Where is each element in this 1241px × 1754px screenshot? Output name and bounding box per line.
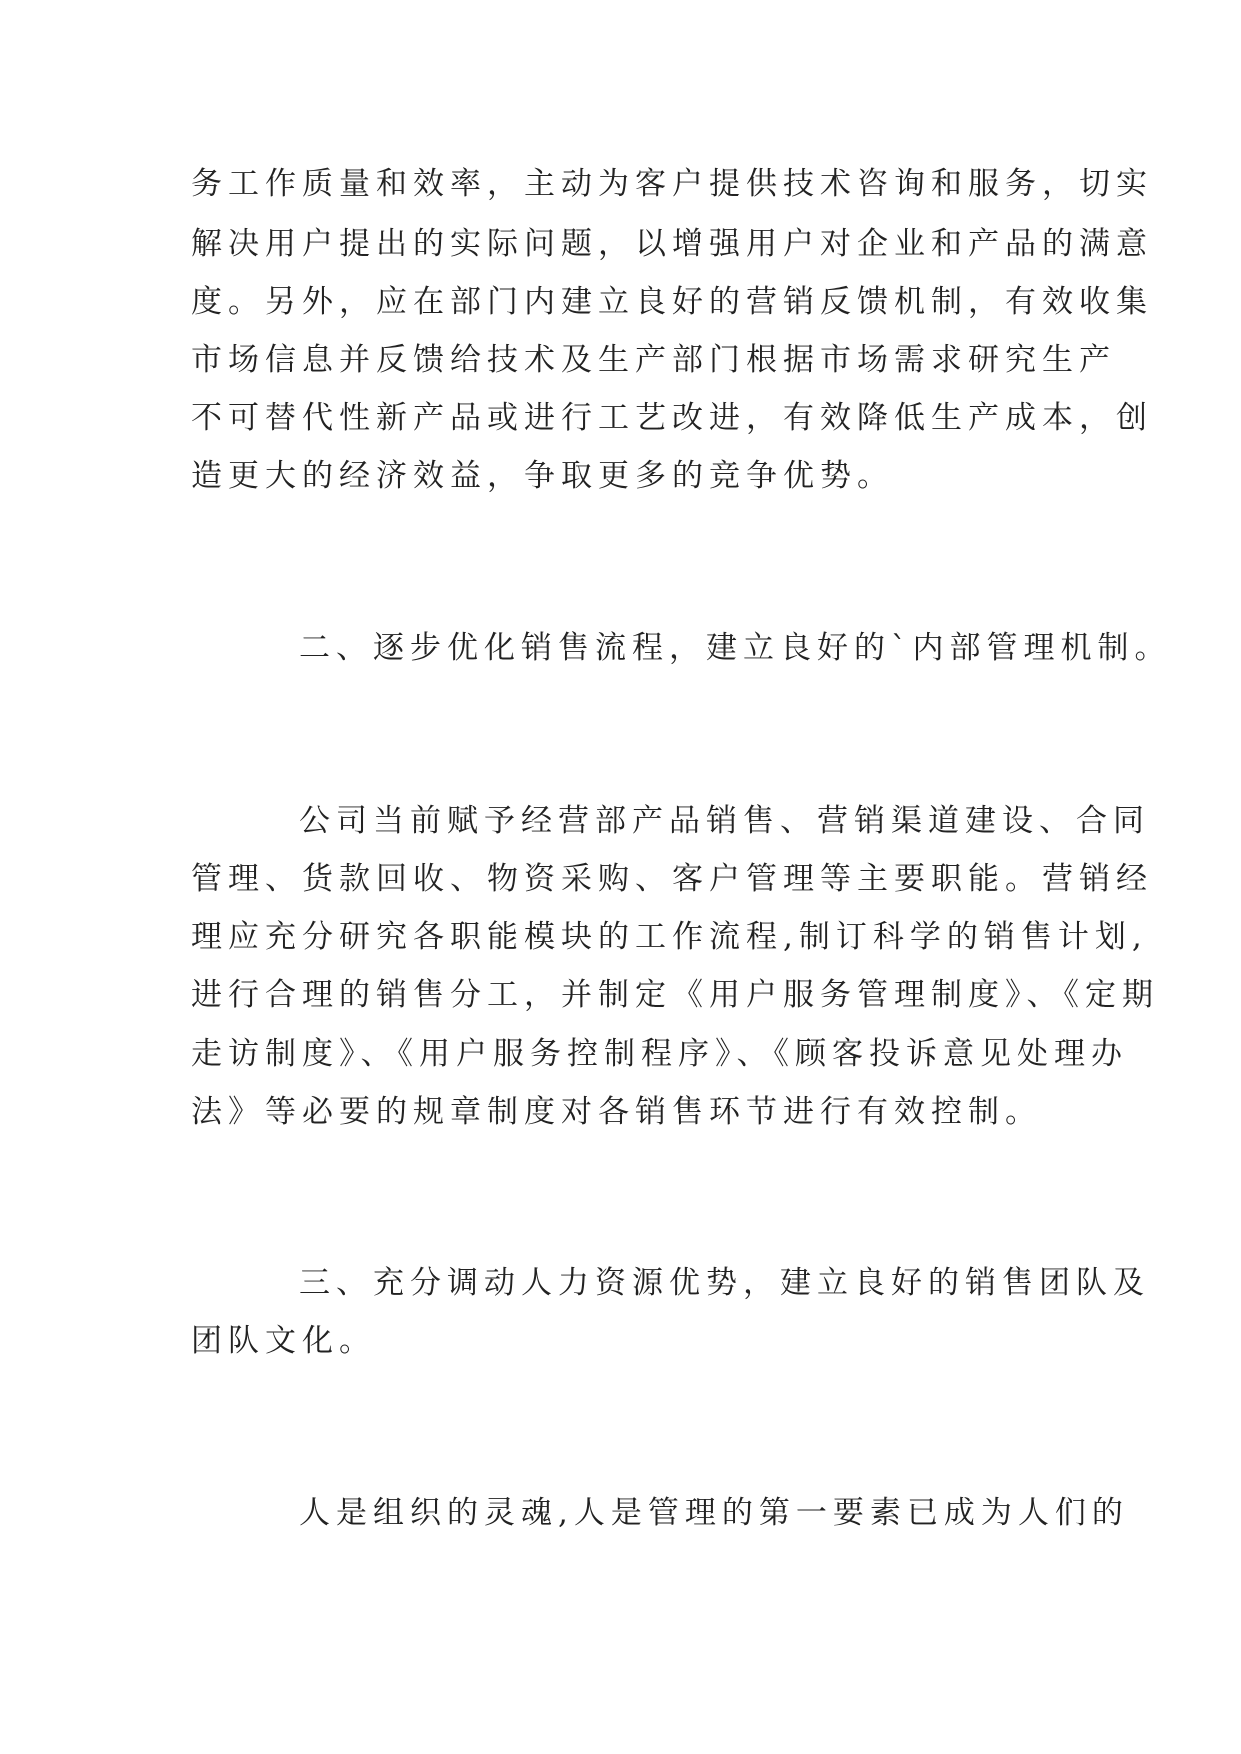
section-heading-2: 二、逐步优化销售流程，建立良好的`内部管理机制。 — [299, 630, 1172, 666]
paragraph-3-line-1: 人是组织的灵魂,人是管理的第一要素已成为人们的 — [299, 1495, 1129, 1531]
paragraph-1-line-4: 市场信息并反馈给技术及生产部门根据市场需求研究生产 — [191, 342, 1116, 378]
paragraph-2-line-3: 理应充分研究各职能模块的工作流程,制订科学的销售计划, — [191, 919, 1148, 955]
paragraph-1-line-5: 不可替代性新产品或进行工艺改进，有效降低生产成本，创 — [191, 400, 1153, 436]
paragraph-2-line-1: 公司当前赋予经营部产品销售、营销渠道建设、合同 — [299, 803, 1150, 839]
paragraph-2-line-2: 管理、货款回收、物资采购、客户管理等主要职能。营销经 — [191, 861, 1153, 897]
paragraph-2-line-5: 走访制度》、《用户服务控制程序》、《顾客投诉意见处理办 — [191, 1036, 1128, 1072]
paragraph-1-line-2: 解决用户提出的实际问题，以增强用户对企业和产品的满意 — [191, 226, 1153, 262]
paragraph-2-line-6: 法》等必要的规章制度对各销售环节进行有效控制。 — [191, 1094, 1042, 1130]
paragraph-2-line-4: 进行合理的销售分工，并制定《用户服务管理制度》、《定期 — [191, 977, 1159, 1013]
paragraph-1-line-1: 务工作质量和效率，主动为客户提供技术咨询和服务，切实 — [191, 166, 1153, 202]
section-heading-3-line-2: 团队文化。 — [191, 1323, 376, 1359]
section-heading-3-line-1: 三、充分调动人力资源优势，建立良好的销售团队及 — [299, 1265, 1150, 1301]
paragraph-1-line-6: 造更大的经济效益，争取更多的竞争优势。 — [191, 458, 894, 494]
paragraph-1-line-3: 度。另外，应在部门内建立良好的营销反馈机制，有效收集 — [191, 284, 1153, 320]
